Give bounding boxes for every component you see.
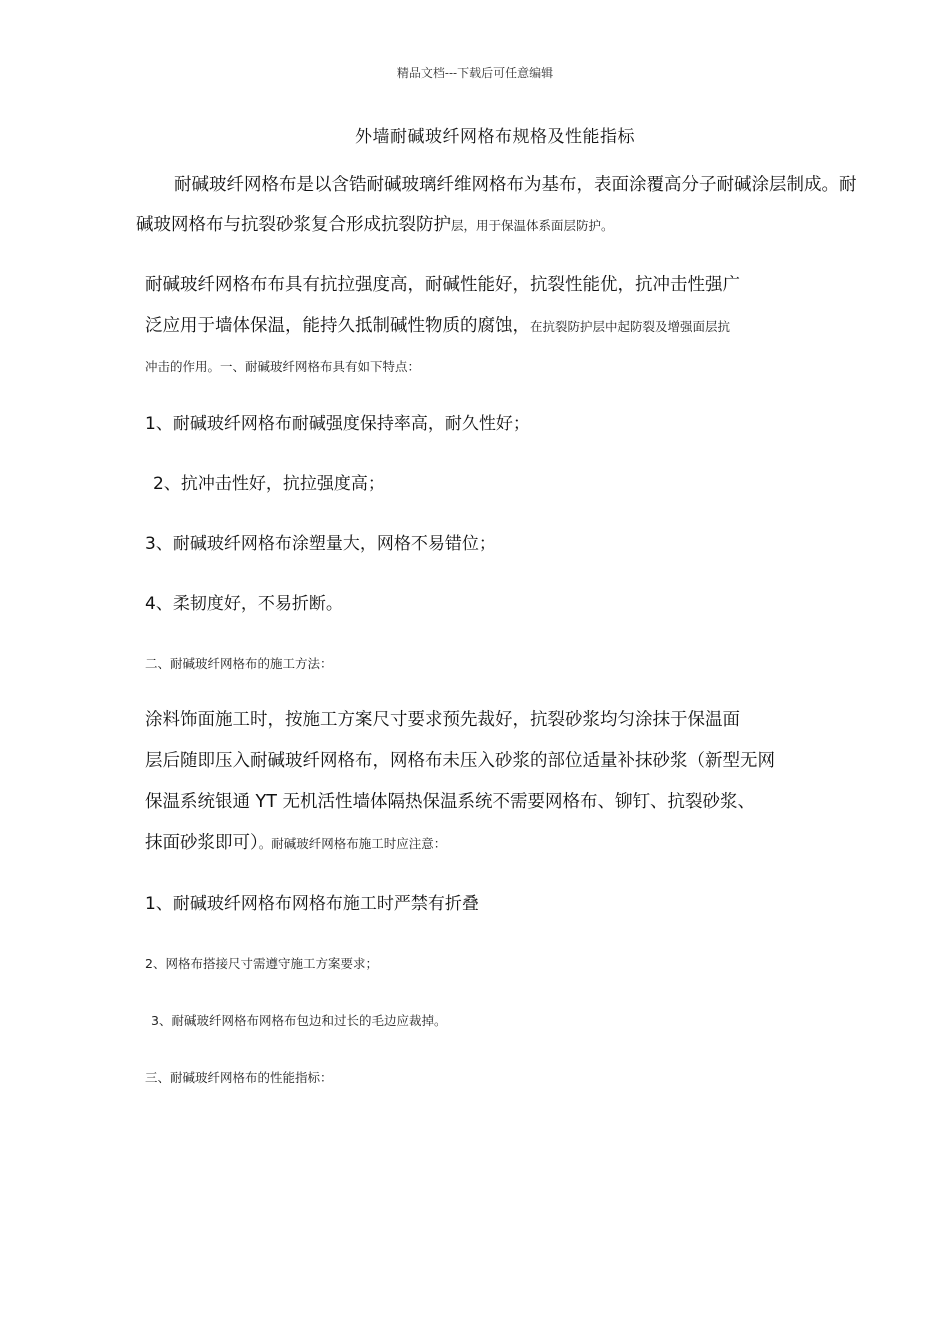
intro-line-2: [136, 215, 614, 236]
page-header: 精品文档---下载后可任意编辑: [396, 66, 554, 80]
feature-item-4: 4、柔韧度好，不易折断。: [145, 594, 343, 614]
section-2-heading: 二、耐碱玻纤网格布的施工方法：: [145, 656, 333, 671]
construction-note-3: 3、耐碱玻纤网格布网格布包边和过长的毛边应裁掉。: [151, 1013, 447, 1028]
feature-item-2: 2、抗冲击性好，抗拉强度高；: [153, 474, 385, 494]
features-intro-line-2: [145, 316, 730, 337]
features-intro-line-2-large: 泛应用于墙体保温，能持久抵制碱性物质的腐蚀，: [145, 316, 530, 336]
section-2-line-1: 涂料饰面施工时，按施工方案尺寸要求预先裁好，抗裂砂浆均匀涂抹于保温面: [145, 710, 740, 730]
section-2-line-2: 层后随即压入耐碱玻纤网格布，网格布未压入砂浆的部位适量补抹砂浆（新型无网: [145, 751, 775, 771]
document-title: 外墙耐碱玻纤网格布规格及性能指标: [355, 127, 635, 147]
feature-item-1: 1、耐碱玻纤网格布耐碱强度保持率高，耐久性好；: [145, 414, 530, 434]
features-intro-line-1: 耐碱玻纤网格布布具有抗拉强度高，耐碱性能好，抗裂性能优，抗冲击性强广: [145, 275, 740, 295]
section-2-line-4-large: 抹面砂浆即可）: [145, 833, 259, 853]
intro-line-2-large: 碱玻网格布与抗裂砂浆复合形成抗裂防护: [136, 215, 451, 235]
construction-note-2: 2、网格布搭接尺寸需遵守施工方案要求；: [145, 956, 378, 971]
section-3-heading: 三、耐碱玻纤网格布的性能指标：: [145, 1070, 333, 1085]
section-2-line-3: 保温系统银通 YT 无机活性墙体隔热保温系统不需要网格布、铆钉、抗裂砂浆、: [145, 792, 756, 812]
feature-item-3: 3、耐碱玻纤网格布涂塑量大，网格不易错位；: [145, 534, 496, 554]
intro-line-2-small: 层，用于保温体系面层防护。: [451, 218, 614, 233]
construction-note-1: 1、耐碱玻纤网格布网格布施工时严禁有折叠: [145, 894, 479, 914]
features-intro-line-2-small: 在抗裂防护层中起防裂及增强面层抗: [530, 319, 731, 334]
section-2-line-4-small: 。耐碱玻纤网格布施工时应注意：: [258, 836, 447, 851]
features-intro-line-3: 冲击的作用。一、耐碱玻纤网格布具有如下特点：: [145, 359, 421, 374]
section-2-line-4: [145, 833, 446, 854]
intro-line-1: 耐碱玻纤网格布是以含锆耐碱玻璃纤维网格布为基布，表面涂覆高分子耐碱涂层制成。耐: [174, 175, 857, 195]
